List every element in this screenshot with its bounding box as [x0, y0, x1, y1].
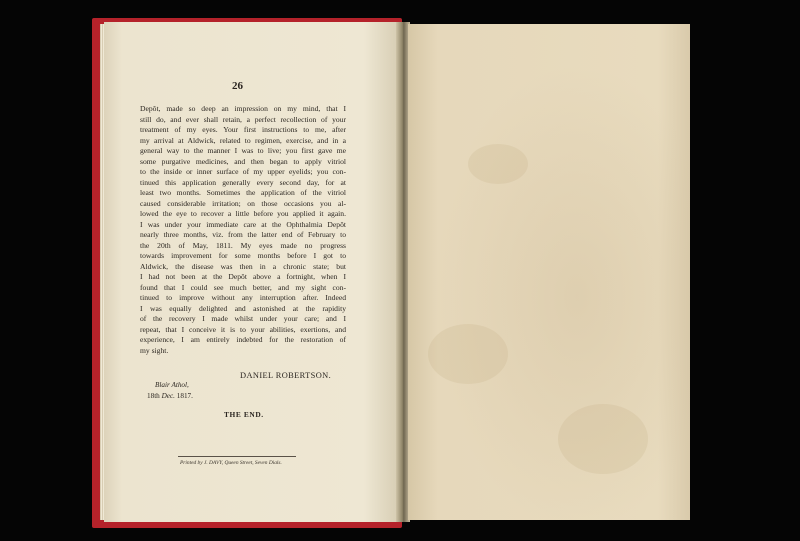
page-number: 26: [232, 80, 243, 92]
date-year: 1817.: [176, 392, 193, 400]
body-line: some purgative medicines, and then began to apply vitriol: [140, 156, 346, 166]
body-line: treatment of my eyes. Your first instructions to me, after: [140, 125, 346, 134]
body-line: nearly three months, viz. from the latter end of February to: [140, 230, 346, 239]
body-line: I had not been at the Depôt above a fortnight, when I: [140, 272, 346, 281]
paper-stain: [428, 324, 508, 384]
body-line: towards improvement for some months before I got to: [140, 251, 346, 260]
signature: DANIEL ROBERTSON.: [240, 371, 332, 380]
date-month: Dec.: [161, 392, 175, 400]
date-line: [147, 392, 193, 400]
place-line: Blair Athol,: [155, 381, 189, 389]
body-line: tinued this application generally every second day, for at: [140, 177, 346, 187]
body-line: Depôt, made so deep an impression on my mind, that I: [140, 104, 346, 113]
body-line: of the recovery I made whilst under your care; and I: [140, 314, 346, 323]
body-line: my arrival at Aldwick, related to regimen, exercise, and in a: [140, 135, 346, 145]
body-line: the 20th of May, 1811. My eyes made no progress: [140, 240, 346, 250]
body-line: tinued to improve without any interruption after. Indeed: [140, 293, 346, 302]
right-page-blank: [408, 24, 690, 520]
body-line: experience, I am entirely indebted for the restoration of: [140, 335, 346, 344]
the-end: THE END.: [224, 410, 264, 419]
body-line: still do, and ever shall retain, a perfect recollection of your: [140, 114, 346, 124]
paper-stain: [468, 144, 528, 184]
body-line: general way to the manner I was to live; you first gave me: [140, 146, 346, 155]
body-line: to the inside or inner surface of my upper eyelids; you con-: [140, 167, 346, 176]
date-day: 18th: [147, 392, 160, 400]
body-line: least two months. Sometimes the application of the vitriol: [140, 188, 346, 197]
imprint-rule: [178, 456, 296, 457]
body-line: Aldwick, the disease was then in a chronic state; but: [140, 261, 346, 271]
body-line: caused considerable irritation; on those occasions you al-: [140, 198, 346, 208]
body-line: lowed the eye to recover a little before you applied it again.: [140, 209, 346, 218]
body-text: [140, 104, 346, 356]
paper-stain: [558, 404, 648, 474]
body-line: repeat, that I conceive it is to your abilities, exertions, and: [140, 324, 346, 334]
body-line: found that I could see much better, and my sight con-: [140, 282, 346, 292]
printer-imprint: Printed by J. DAVY, Queen Street, Seven Dials.: [180, 460, 282, 466]
body-line: I was under your immediate care at the Ophthalmia Depôt: [140, 219, 346, 229]
body-line: my sight.: [140, 345, 169, 355]
body-line: I was equally delighted and astonished at the rapidity: [140, 303, 346, 313]
